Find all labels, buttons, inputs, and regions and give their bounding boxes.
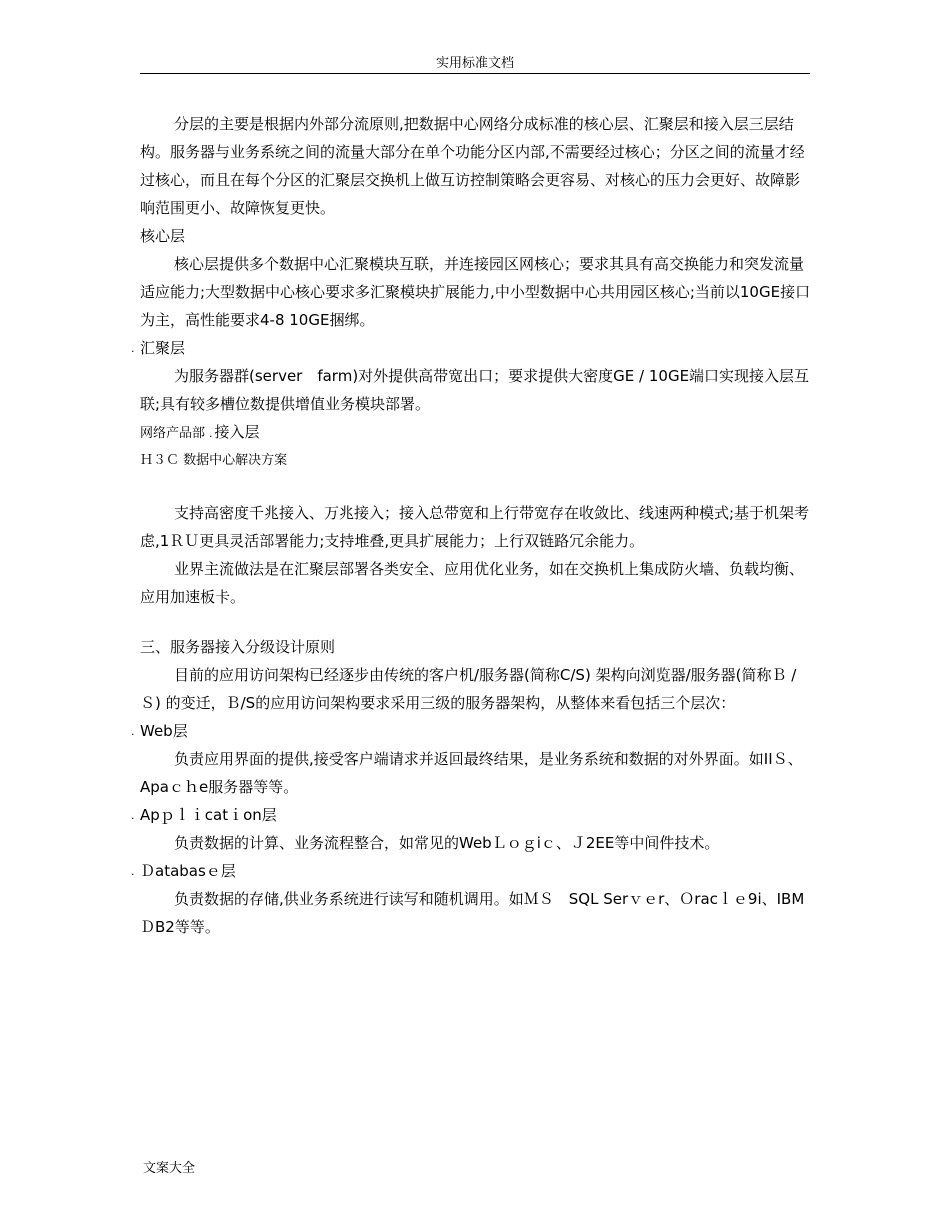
- web-layer-paragraph: 负责应用界面的提供,接受客户端请求并返回最终结果，是业务系统和数据的对外界面。如IIＳ、Apaｃｈe服务器等等。: [140, 750, 803, 796]
- page-header-title: 实用标准文档: [435, 56, 514, 71]
- spacer: [140, 473, 812, 499]
- network-product-dept-label: 网络产品部: [140, 426, 206, 441]
- intro-paragraph: 分层的主要是根据内外部分流原则,把数据中心网络分成标准的核心层、汇聚层和接入层三层结构。服务器与业务系统之间的流量大部分在单个功能分区内部,不需要经过核心；分区之间的流量才经过核心，而且在每个分区的汇聚层交换机上做互访控制策略会更容易、对核心的压力会更好、故障影响范围更小、故障恢复更快。: [140, 115, 805, 217]
- aggregation-layer-paragraph: 为服务器群(server farm)对外提供高带宽出口；要求提供大密度GE / 10GE端口实现接入层互联;具有较多槽位数提供增值业务模块部署。: [140, 367, 810, 413]
- spacer: [140, 611, 812, 633]
- document-body: [140, 110, 812, 941]
- heading-web-layer: . Web层: [140, 717, 812, 745]
- database-layer-paragraph: 负责数据的存储,供业务系统进行读写和随机调用。如ＭＳ SQL Serｖｅr、Ｏracｌｅ9i、IBM ＤB2等等。: [140, 890, 805, 936]
- application-layer-paragraph: 负责数据的计算、业务流程整合，如常见的WebＬｏｇiｃ、Ｊ2EE等中间件技术。: [174, 834, 720, 852]
- heading-access-layer-line: [140, 418, 812, 448]
- section-3-heading: 三、服务器接入分级设计原则: [140, 638, 336, 656]
- heading-database-layer: . Ｄatabasｅ层: [140, 857, 812, 885]
- heading-aggregation-layer: . 汇聚层: [140, 334, 812, 362]
- heading-core-layer: 核心层: [140, 227, 186, 245]
- access-layer-paragraph: 支持高密度千兆接入、万兆接入；接入总带宽和上行带宽存在收敛比、线速两种模式;基于机架考虑,1ＲＵ更具灵活部署能力;支持堆叠,更具扩展能力；上行双链路冗余能力。: [140, 504, 810, 550]
- core-layer-paragraph: 核心层提供多个数据中心汇聚模块互联，并连接园区网核心；要求其具有高交换能力和突发流量适应能力;大型数据中心核心要求多汇聚模块扩展能力,中小型数据中心共用园区核心;当前以10GE接口为主，高性能要求4-8 10GE捆绑。: [140, 255, 811, 329]
- heading-application-layer: . Apｐｌｉcatｉon层: [140, 801, 812, 829]
- heading-access-layer: 接入层: [214, 423, 260, 441]
- section-3-paragraph: 目前的应用访问架构已经逐步由传统的客户机/服务器(简称C/S) 架构向浏览器/服务器(简称Ｂ / Ｓ) 的变迁，Ｂ/S的应用访问架构要求采用三级的服务器架构，从整体来看包括三个层次：: [140, 666, 797, 712]
- bullet-dot: .: [209, 427, 213, 440]
- industry-practice-paragraph: 业界主流做法是在汇聚层部署各类安全、应用优化业务，如在交换机上集成防火墙、负载均衡、应用加速板卡。: [140, 560, 805, 606]
- page-footer-text: 文案大全: [143, 1161, 196, 1176]
- h3c-solution-line: Ｈ３Ｃ 数据中心解决方案: [140, 453, 288, 468]
- header-divider: [140, 73, 810, 74]
